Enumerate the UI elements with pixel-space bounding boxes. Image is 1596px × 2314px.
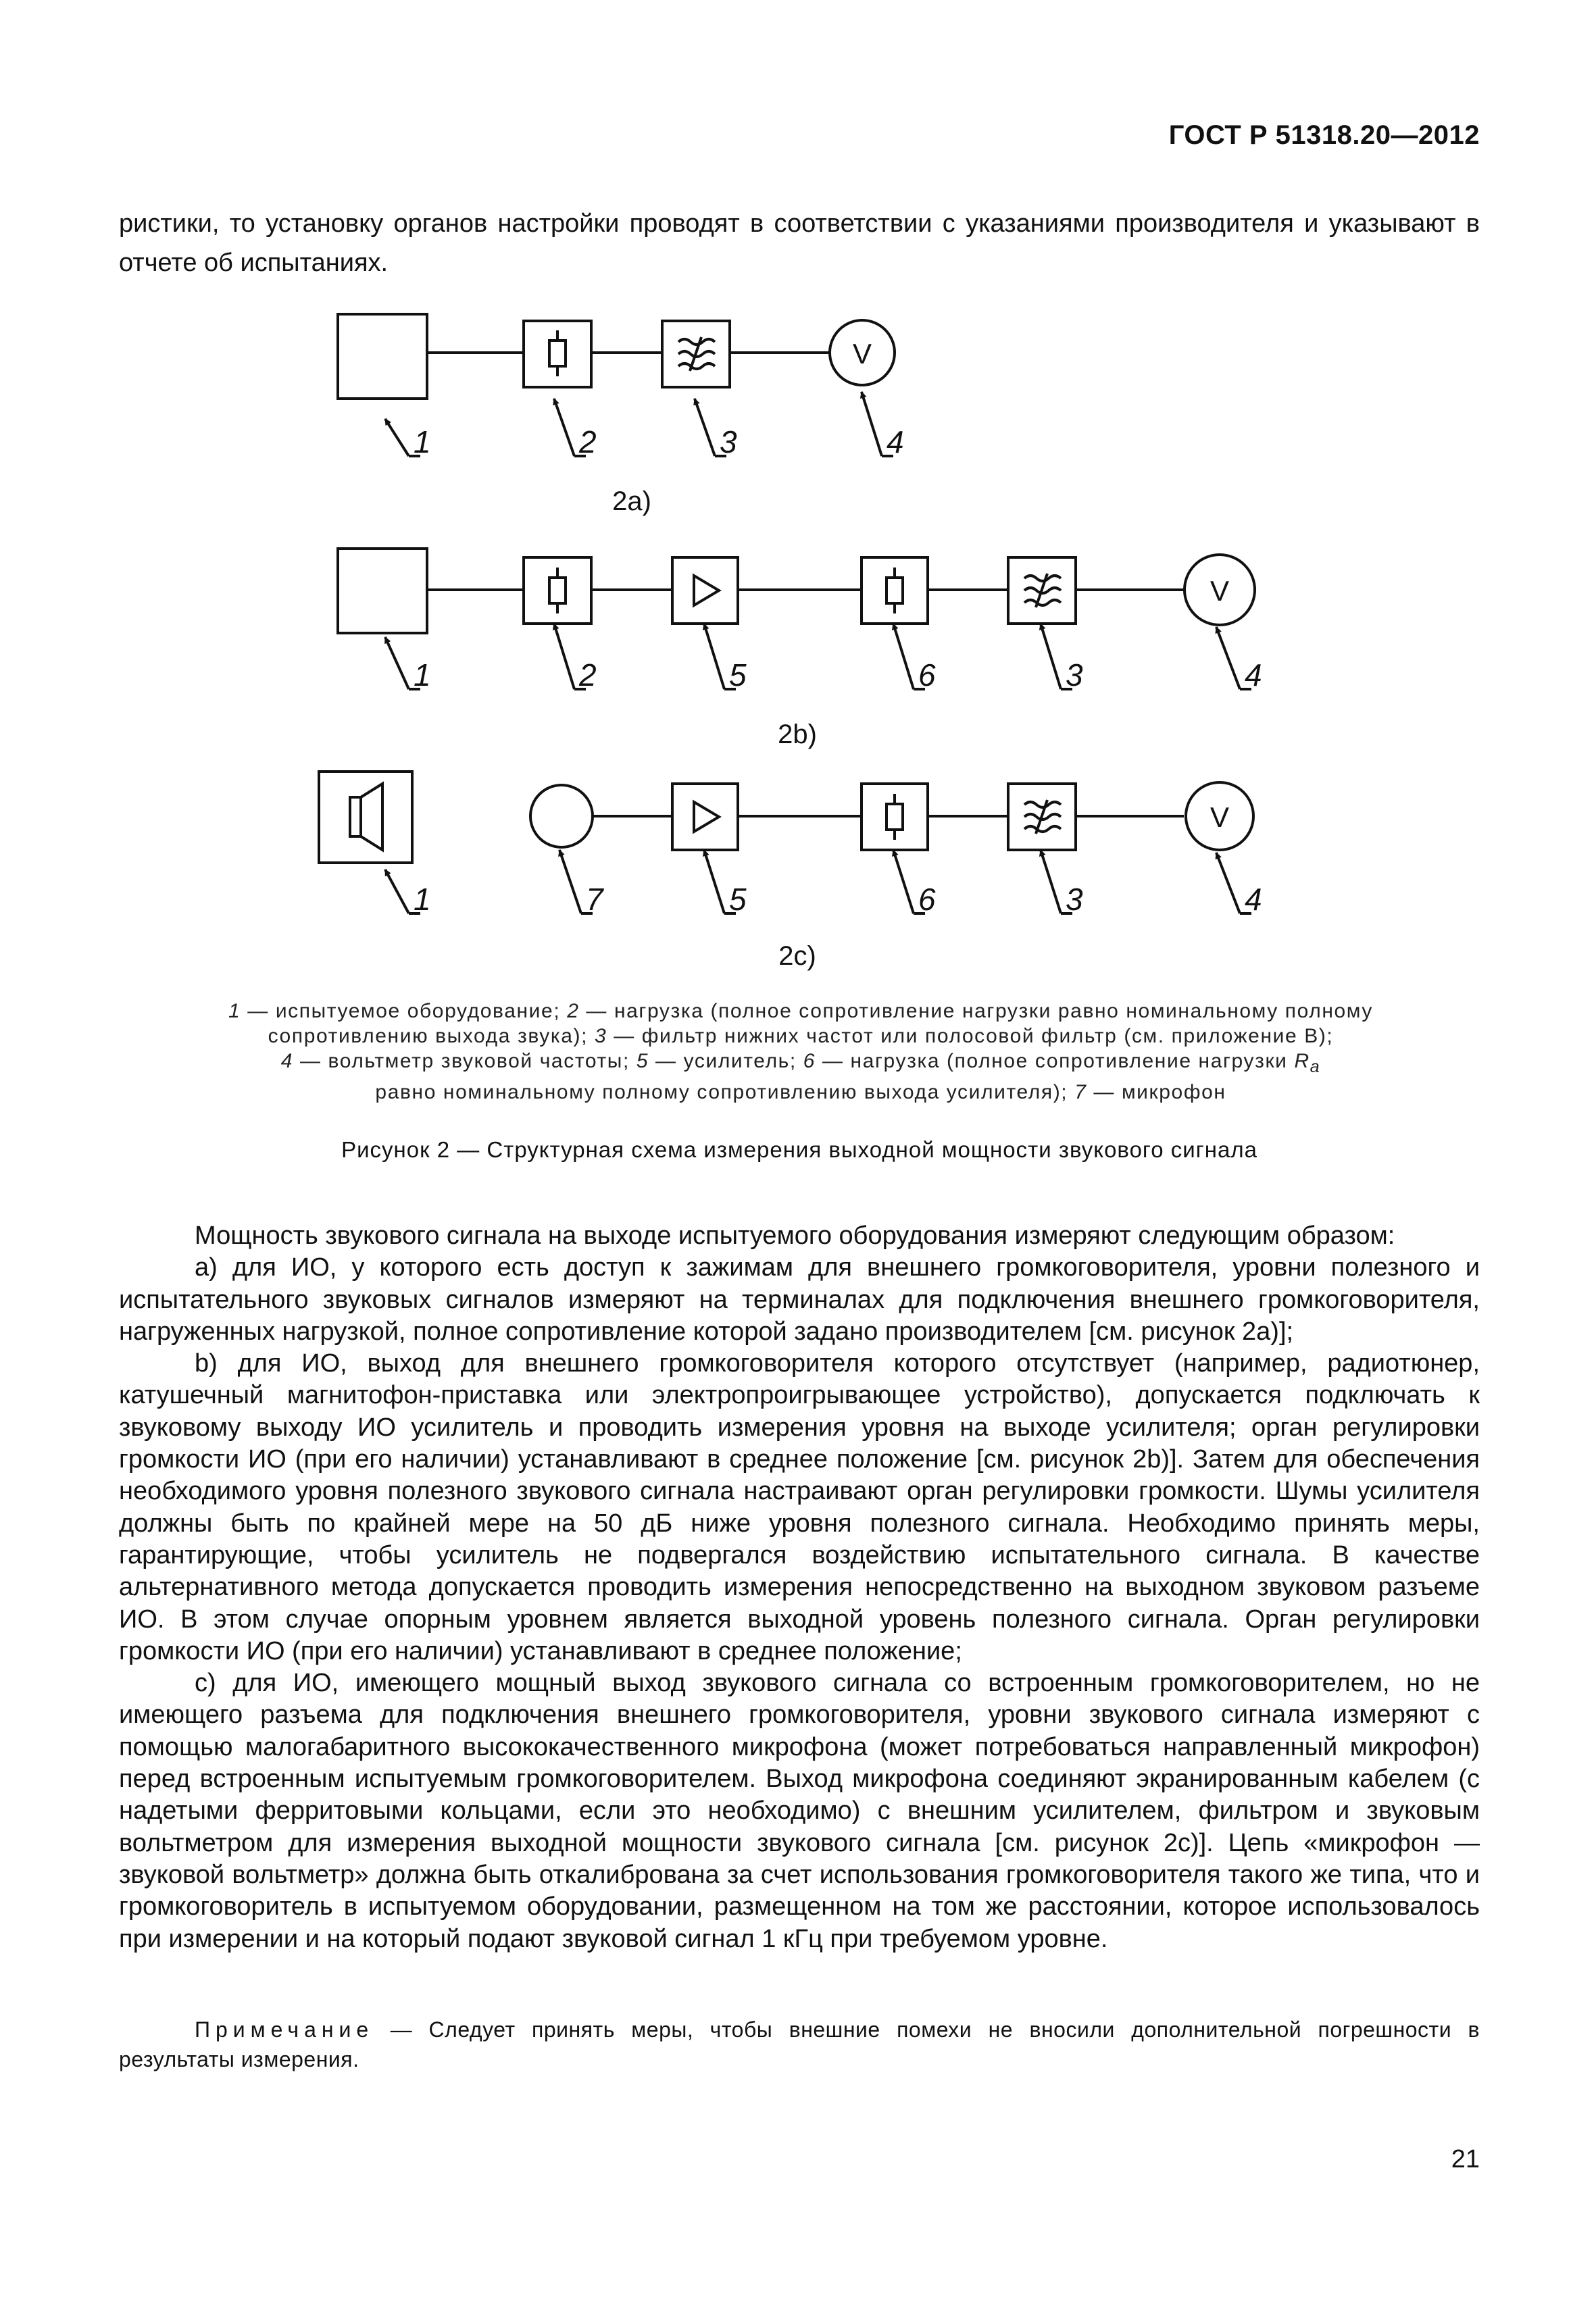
body-paragraph: с) для ИО, имеющего мощный выход звукового сигнала со встроенным громкоговорителем, но не имеющего разъема для подключения внешнего громкоговорителя, уровни звукового сигнала измеряют с помощью малогабаритного высококачественного микрофона (может потребоваться направленный микрофон) перед встроенным испытуемым громкоговорителем. Выход микрофона соединяют экранированным кабелем (с надетыми ферритовыми кольцами, если это необходимо) с внешним усилителем, фильтром и звуковым вольтметром для измерения выходной мощности звукового сигнала [см. рисунок 2с)]. Цепь «микрофон — звуковой вольтметр» должна быть откалибрована за счет использования громкоговорителя такого же типа, что и громкоговоритель в испытуемом оборудовании, размещенном на том же расстоянии, которое использовалось при измерении и на который подают звуковой сигнал 1 кГц при требуемом уровне. xyxy=(119,1669,1480,1953)
legend-number: 3 xyxy=(594,1025,607,1047)
note-paragraph xyxy=(119,2015,1480,2074)
callout-number: 4 xyxy=(1245,657,1262,693)
legend-text: — усилитель; xyxy=(649,1050,803,1072)
legend-number: 4 xyxy=(280,1050,294,1072)
row-2b-diagram xyxy=(338,549,1255,689)
document-header: ГОСТ Р 51318.20—2012 xyxy=(1168,120,1480,150)
load-resistor-block xyxy=(862,784,928,850)
callout-number: 1 xyxy=(414,882,431,917)
legend-text: — вольтметр звуковой частоты; xyxy=(293,1050,637,1072)
callout-number: 3 xyxy=(1066,657,1083,693)
callout-number: 7 xyxy=(586,882,603,917)
legend-text: — фильтр нижних частот или полосовой фильтр (см. приложение В); xyxy=(607,1025,1334,1047)
block-diagram-figure xyxy=(0,0,1596,1000)
subfigure-label: 2b) xyxy=(778,720,817,749)
load-resistor-block xyxy=(862,557,928,624)
microphone-circle xyxy=(530,785,593,847)
legend-text: — микрофон xyxy=(1087,1081,1226,1103)
resistance-subscript: a xyxy=(1310,1057,1321,1076)
voltmeter-symbol: V xyxy=(1210,575,1230,607)
legend-number: 6 xyxy=(803,1050,816,1072)
amplifier-block xyxy=(672,557,738,624)
figure-legend xyxy=(196,999,1405,1105)
body-paragraph: b) для ИО, выход для внешнего громкоговорителя которого отсутствует (например, радиотюнер, катушечный магнитофон-приставка или электропроигрывающее устройство), допускается подключать к звуковому выходу ИО усилитель и проводить измерения уровня на выходе усилителя; орган регулировки громкости ИО (при его наличии) устанавливают в среднее положение [см. рисунок 2b)]. Затем для обеспечения необходимого уровня полезного звукового сигнала настраивают орган регулировки громкости. Шумы усилителя должны быть по крайней мере на 50 дБ ниже уровня полезного сигнала. Необходимо принять меры, гарантирующие, чтобы усилитель не подвергался воздействию испытательного сигнала. В качестве альтернативного метода допускается проводить измерения непосредственно на выходном звуковом разъеме ИО. В этом случае опорным уровнем является выходной уровень полезного сигнала. Орган регулировки громкости ИО (при его наличии) устанавливают в среднее положение; xyxy=(119,1349,1480,1665)
callout-number: 1 xyxy=(414,424,431,459)
callout-number: 3 xyxy=(1066,882,1083,917)
legend-number: 5 xyxy=(636,1050,649,1072)
subfigure-label: 2a) xyxy=(612,486,651,516)
body-paragraph: а) для ИО, у которого есть доступ к зажимам для внешнего громкоговорителя, уровни полезного и испытательного звуковых сигналов измеряют на терминалах для подключения внешнего громкоговорителя, нагруженных нагрузкой, полное сопротивление которой задано производителем [см. рисунок 2а)]; xyxy=(119,1253,1480,1346)
legend-text: — нагрузка (полное сопротивление нагрузки xyxy=(816,1050,1295,1072)
callout-number: 1 xyxy=(414,657,431,693)
legend-number: 2 xyxy=(567,1000,580,1022)
callout-number: 4 xyxy=(1245,882,1262,917)
figure-caption: Рисунок 2 — Структурная схема измерения выходной мощности звукового сигнала xyxy=(341,1137,1257,1162)
callout-number: 3 xyxy=(720,424,737,459)
callout-number: 6 xyxy=(918,882,936,917)
legend-number: 1 xyxy=(228,1000,241,1022)
page-number: 21 xyxy=(1451,2145,1480,2173)
callout-number: 2 xyxy=(579,424,597,459)
callout-number: 6 xyxy=(918,657,936,693)
legend-text: — испытуемое оборудование; xyxy=(241,1000,568,1022)
intro-paragraph: ристики, то установку органов настройки проводят в соответствии с указаниями производителя и указывают в отчете об испытаниях. xyxy=(119,209,1480,277)
callout-number: 5 xyxy=(729,657,747,693)
filter-block xyxy=(1008,557,1076,624)
amplifier-block xyxy=(672,784,738,850)
load-resistor-block xyxy=(524,557,591,624)
note-text: — Следует принять меры, чтобы внешние помехи не вносили дополнительной погрешности в результаты измерения. xyxy=(119,2017,1480,2071)
legend-text: равно номинальному полному сопротивлению выхода усилителя); xyxy=(375,1081,1075,1103)
equipment-under-test-box xyxy=(338,314,427,399)
legend-number: 7 xyxy=(1074,1081,1087,1103)
callout-number: 4 xyxy=(887,424,904,459)
body-paragraph: Мощность звукового сигнала на выходе испытуемого оборудования измеряют следующим образом: xyxy=(195,1222,1395,1250)
body-text xyxy=(119,1220,1480,1955)
row-2c-diagram xyxy=(319,772,1253,913)
legend-text: — нагрузка (полное сопротивление нагрузки равно номинальному полному сопротивлению выхода звука); xyxy=(268,1000,1373,1047)
filter-block xyxy=(1008,784,1076,850)
filter-block xyxy=(662,321,730,387)
load-resistor-block xyxy=(524,321,591,387)
note-label: Примечание xyxy=(195,2017,374,2042)
callout-number: 5 xyxy=(729,882,747,917)
subfigure-label: 2c) xyxy=(778,941,816,971)
equipment-under-test-box xyxy=(338,549,427,633)
resistance-symbol: R xyxy=(1294,1050,1310,1072)
voltmeter-symbol: V xyxy=(1210,801,1230,833)
equipment-with-loudspeaker xyxy=(319,772,412,863)
voltmeter-symbol: V xyxy=(852,338,872,370)
callout-number: 2 xyxy=(579,657,597,693)
